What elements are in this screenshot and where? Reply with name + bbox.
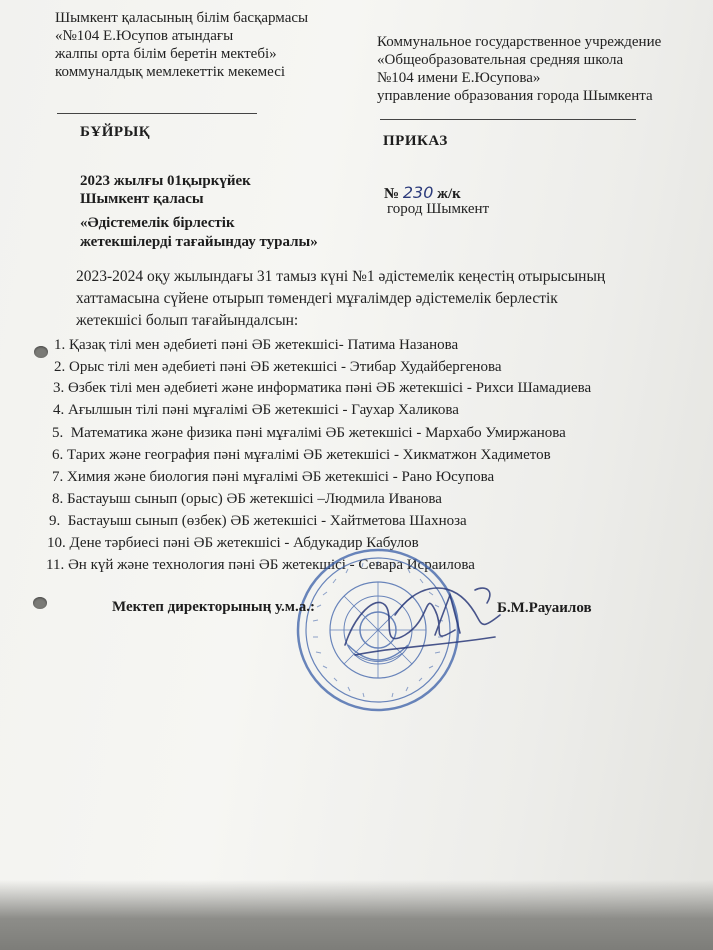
list-item-number: 9. <box>49 513 61 529</box>
intro-line: хаттамасына сүйене отырып төмендегі мұғалімдер әдістемелік берлестік <box>76 290 558 307</box>
list-item-text: Химия және биология пәні мұғалімі ӘБ жетекшісі - Рано Юсупова <box>67 469 495 485</box>
list-item <box>53 402 459 419</box>
list-item <box>54 337 458 354</box>
header-right <box>377 33 707 105</box>
list-item <box>52 469 494 486</box>
signature-label: Мектеп директорының у.м.а.: <box>112 599 315 615</box>
list-item-number: 3. <box>53 380 65 396</box>
header-right-line: №104 имени Е.Юсупова» <box>377 70 541 86</box>
list-item-text: Бастауыш сынып (орыс) ӘБ жетекшісі –Людмила Иванова <box>67 491 442 507</box>
order-number-handwritten: 230 <box>402 183 434 202</box>
header-left-divider <box>57 113 257 114</box>
list-item-text: Ән күй және технология пәні ӘБ жетекшісі - Севара Исраилова <box>67 557 475 573</box>
list-item-number: 2. <box>54 359 66 375</box>
list-item-number: 10. <box>47 535 66 551</box>
order-subject-kz <box>80 214 370 252</box>
list-item-number: 7. <box>52 469 64 485</box>
city-ru: город Шымкент <box>387 201 490 217</box>
header-left-line: коммуналдық мемлекеттік мекемесі <box>55 64 286 80</box>
order-subject-line: «Әдістемелік бірлестік <box>80 215 235 231</box>
order-number-prefix: № <box>384 186 400 202</box>
header-left-line: жалпы орта білім беретін мектебі» <box>55 46 277 62</box>
list-item-number: 5. <box>52 425 64 441</box>
list-item <box>52 425 566 442</box>
order-title-ru: ПРИКАЗ <box>383 133 448 149</box>
list-item <box>53 380 591 397</box>
list-item-text: Өзбек тілі мен әдебиеті және информатика пәні ӘБ жетекшісі - Рихси Шамадиева <box>68 380 592 396</box>
header-right-line: Коммунальное государственное учреждение <box>377 34 662 50</box>
list-item-number: 11. <box>46 557 65 573</box>
order-number <box>384 183 461 203</box>
header-right-line: «Общеобразовательная средняя школа <box>377 52 624 68</box>
header-right-divider <box>380 119 636 120</box>
intro-line: жетекшісі болып тағайындалсын: <box>76 312 299 329</box>
list-item-text: Тарих және география пәні мұғалімі ӘБ жетекшісі - Хикматжон Хадиметов <box>67 447 551 463</box>
header-right-line: управление образования города Шымкента <box>377 88 653 104</box>
order-subject-line: жетекшілерді тағайындау туралы» <box>80 234 318 250</box>
punch-hole <box>33 597 47 609</box>
header-left <box>55 9 355 81</box>
list-item-number: 1. <box>54 337 66 353</box>
intro-paragraph <box>75 266 657 332</box>
list-item <box>52 491 442 508</box>
list-item <box>52 447 551 464</box>
order-number-suffix: ж/к <box>437 186 461 202</box>
handwritten-signature-icon <box>335 575 515 665</box>
background-surface <box>0 880 713 950</box>
list-item-text: Қазақ тілі мен әдебиеті пәні ӘБ жетекшісі- Патима Назанова <box>69 337 459 353</box>
list-item <box>54 359 501 376</box>
list-item-text: Дене тәрбиесі пәні ӘБ жетекшісі - Абдукадир Кабулов <box>69 535 419 551</box>
order-date-kz: 2023 жылғы 01қыркүйек <box>80 173 251 189</box>
header-left-line: «№104 Е.Юсупов атындағы <box>55 28 234 44</box>
list-item-number: 4. <box>53 402 65 418</box>
city-kz: Шымкент қаласы <box>80 191 204 207</box>
list-item-text: Бастауыш сынып (өзбек) ӘБ жетекшісі - Хайтметова Шахноза <box>67 513 467 529</box>
list-item <box>49 513 467 530</box>
intro-line: 2023-2024 оқу жылындағы 31 тамыз күні №1 әдістемелік кеңестің отырысының <box>76 268 606 285</box>
list-item-text: Орыс тілі мен әдебиеті пәні ӘБ жетекшісі - Этибар Худайбергенова <box>69 359 502 375</box>
punch-hole <box>34 346 48 358</box>
list-item-text: Математика және физика пәні мұғалімі ӘБ жетекшісі - Мархабо Умиржанова <box>70 425 566 441</box>
list-item-number: 6. <box>52 447 64 463</box>
signatory-name: Б.М.Рауаилов <box>497 600 592 616</box>
list-item-number: 8. <box>52 491 64 507</box>
list-item-text: Ағылшын тілі пәні мұғалімі ӘБ жетекшісі - Гаухар Халикова <box>68 402 459 418</box>
header-left-line: Шымкент қаласының білім басқармасы <box>55 10 309 26</box>
order-title-kz: БҰЙРЫҚ <box>80 124 151 140</box>
